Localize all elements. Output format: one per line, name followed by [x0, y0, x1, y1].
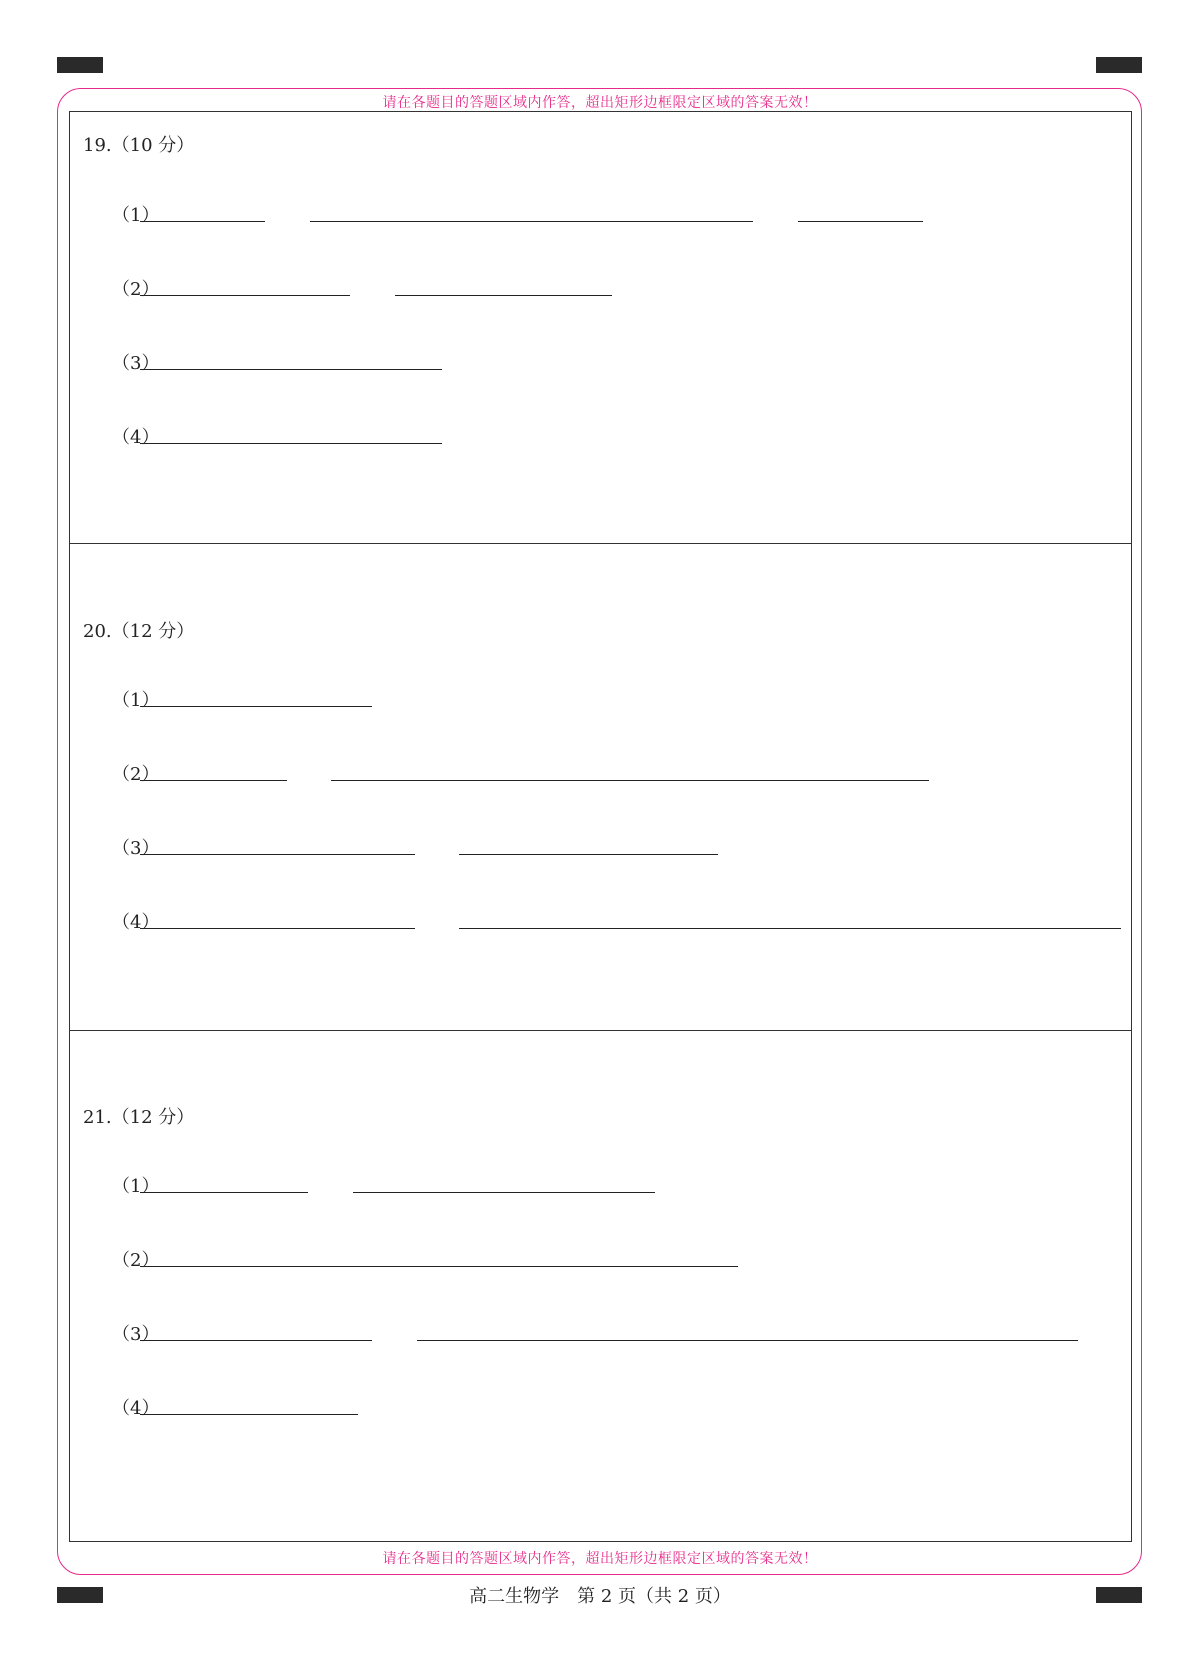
answer-blank[interactable]: [140, 221, 265, 222]
answer-blank[interactable]: [395, 295, 612, 296]
answer-row: [112, 1172, 1132, 1196]
answer-row: [112, 908, 1132, 932]
part-label: （2）: [112, 279, 160, 300]
answer-blank[interactable]: [331, 780, 929, 781]
question-19-section: [70, 112, 1131, 543]
registration-mark-top-left: [57, 57, 103, 73]
answer-blank[interactable]: [459, 854, 718, 855]
answer-blank[interactable]: [140, 1414, 358, 1415]
answer-blank[interactable]: [459, 928, 1121, 929]
answer-row: [112, 349, 1132, 373]
part-label: （3）: [112, 838, 160, 859]
question-title: 19.（10 分）: [83, 135, 195, 156]
part-label: （4）: [112, 427, 160, 448]
part-label: （1）: [112, 205, 160, 226]
answer-row: [112, 1320, 1132, 1344]
answer-row: [112, 275, 1132, 299]
part-label: （2）: [112, 764, 160, 785]
answer-blank[interactable]: [140, 1266, 738, 1267]
warning-notice-top: 请在各题目的答题区域内作答，超出矩形边框限定区域的答案无效！: [382, 95, 818, 111]
answer-blank[interactable]: [353, 1192, 655, 1193]
part-label: （2）: [112, 1250, 160, 1271]
registration-mark-top-right: [1096, 57, 1142, 73]
answer-box: [69, 111, 1132, 1542]
part-label: （4）: [112, 912, 160, 933]
answer-row: [112, 1394, 1132, 1418]
answer-blank[interactable]: [798, 221, 923, 222]
question-21-section: [70, 1030, 1131, 1543]
answer-row: [112, 423, 1132, 447]
answer-blank[interactable]: [140, 295, 350, 296]
part-label: （1）: [112, 690, 160, 711]
part-label: （1）: [112, 1176, 160, 1197]
question-20-section: [70, 543, 1131, 1030]
answer-row: [112, 1246, 1132, 1270]
answer-row: [112, 201, 1132, 225]
answer-blank[interactable]: [140, 1340, 372, 1341]
part-label: （3）: [112, 1324, 160, 1345]
answer-blank[interactable]: [140, 443, 442, 444]
warning-notice-bottom: 请在各题目的答题区域内作答，超出矩形边框限定区域的答案无效！: [382, 1551, 818, 1567]
page-footer: 高二生物学 第 2 页（共 2 页）: [469, 1586, 731, 1607]
answer-blank[interactable]: [140, 706, 372, 707]
answer-row: [112, 686, 1132, 710]
part-label: （4）: [112, 1398, 160, 1419]
answer-blank[interactable]: [140, 854, 415, 855]
answer-blank[interactable]: [140, 780, 287, 781]
question-title: 21.（12 分）: [83, 1107, 195, 1128]
answer-blank[interactable]: [417, 1340, 1078, 1341]
part-label: （3）: [112, 353, 160, 374]
answer-row: [112, 834, 1132, 858]
question-title: 20.（12 分）: [83, 621, 195, 642]
answer-blank[interactable]: [140, 369, 442, 370]
answer-blank[interactable]: [310, 221, 753, 222]
answer-row: [112, 760, 1132, 784]
answer-blank[interactable]: [140, 928, 415, 929]
answer-blank[interactable]: [140, 1192, 308, 1193]
